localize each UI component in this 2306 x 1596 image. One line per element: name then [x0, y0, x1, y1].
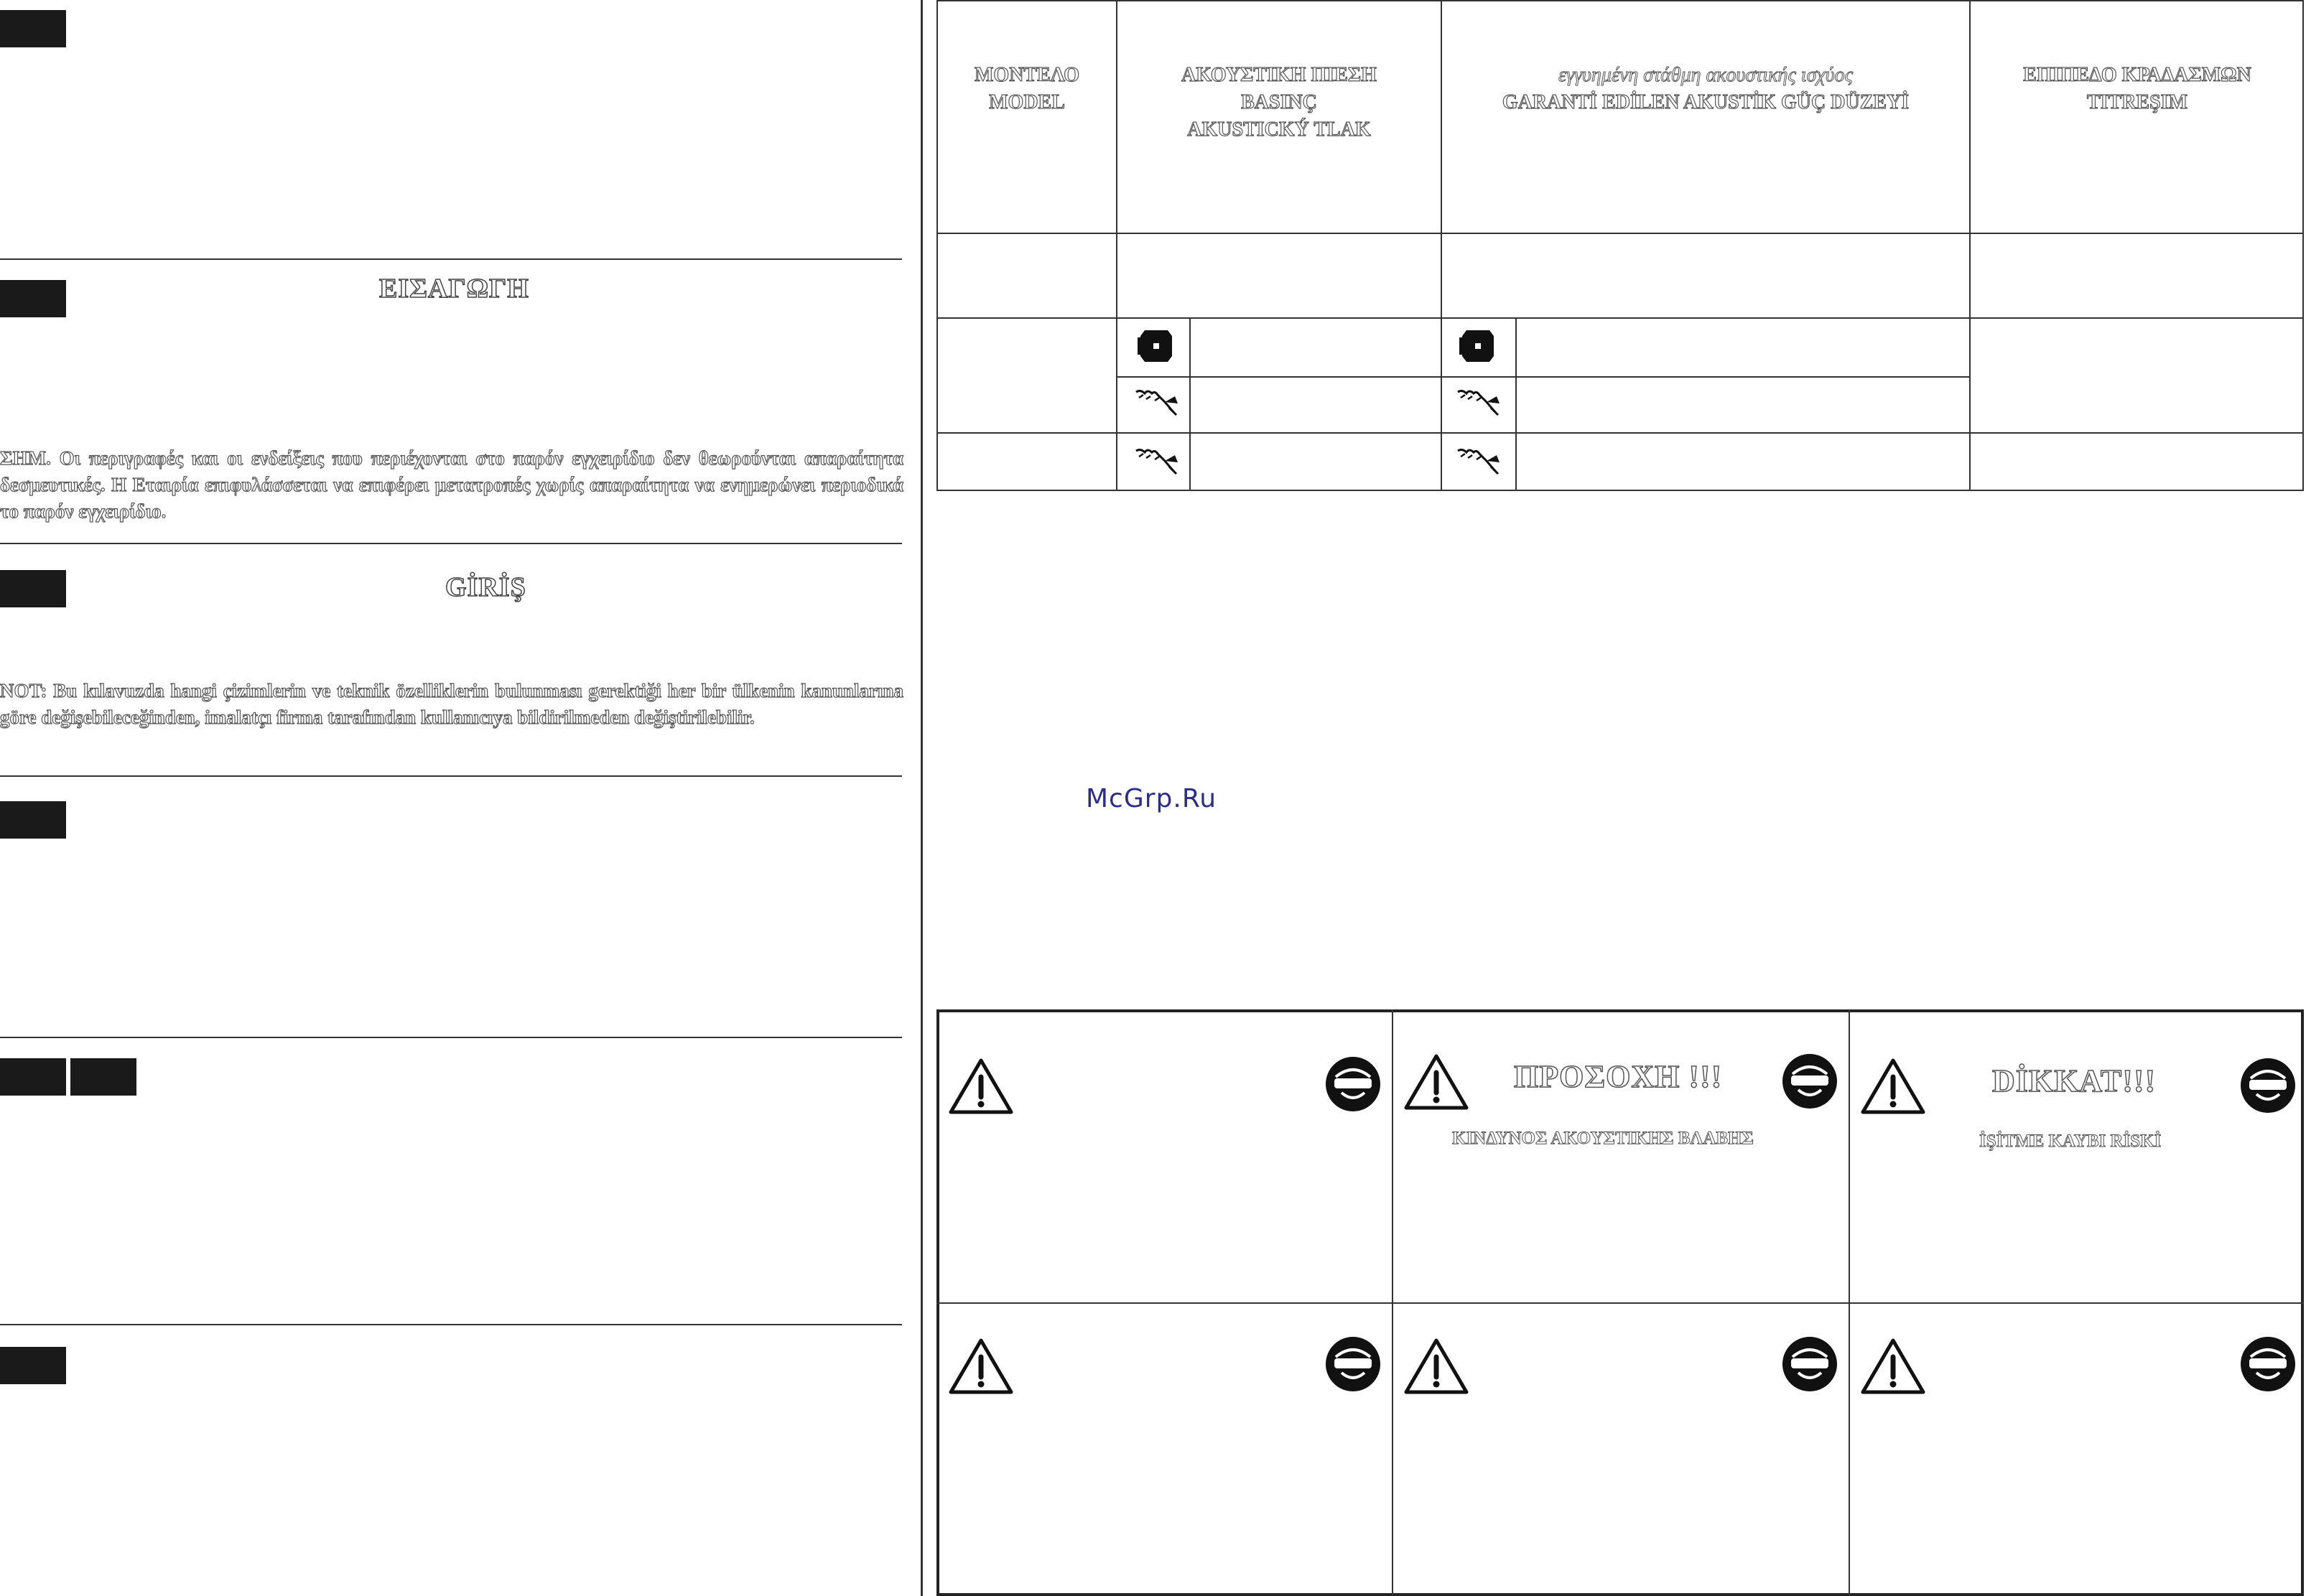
panel-subtitle-turkish: İŞİTME KAYBI RİSKİ [1979, 1131, 2162, 1151]
section-tag [0, 801, 66, 839]
table-rule [1515, 317, 1517, 491]
warning-triangle-icon [1860, 1337, 1926, 1396]
section-divider [0, 1037, 902, 1038]
header-acoustic-power: εγγυημένη στάθμη ακουστικής ισχύος GARANTİ EDİLEN AKUSTİK GÜÇ DÜZEYİ [1502, 64, 1910, 113]
section-divider [0, 1324, 902, 1325]
trimmer-cutting-icon [1455, 386, 1502, 418]
header-model: ΜΟΝΤΕΛΟ MODEL [974, 64, 1079, 113]
column-divider [921, 0, 923, 1596]
ear-protection-icon [1781, 1053, 1838, 1110]
trimmer-cutting-icon [1133, 386, 1181, 418]
ear-protection-icon [1781, 1335, 1838, 1393]
section-tag [0, 1058, 66, 1096]
warning-triangle-icon [1860, 1057, 1926, 1116]
ear-protection-icon [1324, 1055, 1382, 1113]
heading-introduction-turkish: GİRİŞ [445, 572, 526, 602]
warning-triangle-icon [1403, 1053, 1469, 1111]
trimmer-cutting-icon [1133, 445, 1181, 477]
watermark: McGrp.Ru [1086, 784, 1217, 813]
section-tag [0, 570, 66, 607]
section-tag [0, 10, 66, 47]
panel-title-greek: ΠΡΟΣΟΧΗ !!! [1514, 1059, 1723, 1094]
section-tag [70, 1058, 136, 1096]
ear-protection-icon [2239, 1057, 2297, 1114]
section-tag [0, 1347, 66, 1384]
panel-subtitle-greek: ΚΙΝΔΥΝΟΣ ΑΚΟΥΣΤΙΚΗΣ ΒΛΑΒΗΣ [1452, 1129, 1754, 1148]
note-greek: ΣΗΜ. Οι περιγραφές και οι ενδείξεις που περιέχονται στο παρόν εγχειρίδιο δεν θεωρούνται απαραίτητα δεσμευτικές. Η Εταιρία επιφυλάσσεται να επιφέρει μετατροπές χωρίς απαραίτητα να ενημερώνει περιοδικά το παρόν εγχειρίδιο. [0, 447, 903, 522]
section-divider [0, 543, 902, 544]
section-divider [0, 775, 902, 777]
header-acoustic-pressure: ΑΚΟΥΣΤΙΚΗ ΠΙΕΣΗ BASINÇ AKUSTICKÝ TLAK [1181, 64, 1377, 141]
panel-rule [1849, 1009, 1850, 1596]
note-turkish: NOT: Bu kılavuzda hangi çizimlerin ve teknik özelliklerin bulunması gerektiği her bir ülkenin kanunlarına göre değişebileceğinden, imalatçı firma tarafından kullanıcıya bildirilmeden değiştirilebilir. [0, 680, 903, 728]
section-tag [0, 280, 66, 317]
table-rule [936, 233, 2304, 234]
trimmer-cutting-icon [1455, 445, 1502, 477]
warning-triangle-icon [948, 1057, 1014, 1116]
section-divider [0, 258, 902, 260]
ear-protection-icon [2239, 1335, 2297, 1393]
header-vibration: ΕΠΙΠΕΔΟ ΚΡΑΔΑΣΜΩΝ TITREŞIM [2023, 64, 2251, 113]
panel-rule [1392, 1009, 1393, 1596]
heading-introduction-greek: ΕΙΣΑΓΩΓΗ [379, 274, 529, 304]
table-rule [1117, 376, 1971, 378]
fuel-tank-icon [1138, 327, 1175, 365]
ear-protection-icon [1324, 1335, 1382, 1393]
warning-triangle-icon [1403, 1337, 1469, 1396]
warning-triangle-icon [948, 1337, 1014, 1396]
table-rule [936, 317, 2304, 319]
table-rule [936, 432, 2304, 434]
fuel-tank-icon [1459, 327, 1497, 365]
panel-rule [936, 1302, 2304, 1304]
table-rule [1189, 317, 1191, 491]
panel-title-turkish: DİKKAT!!! [1992, 1063, 2157, 1098]
